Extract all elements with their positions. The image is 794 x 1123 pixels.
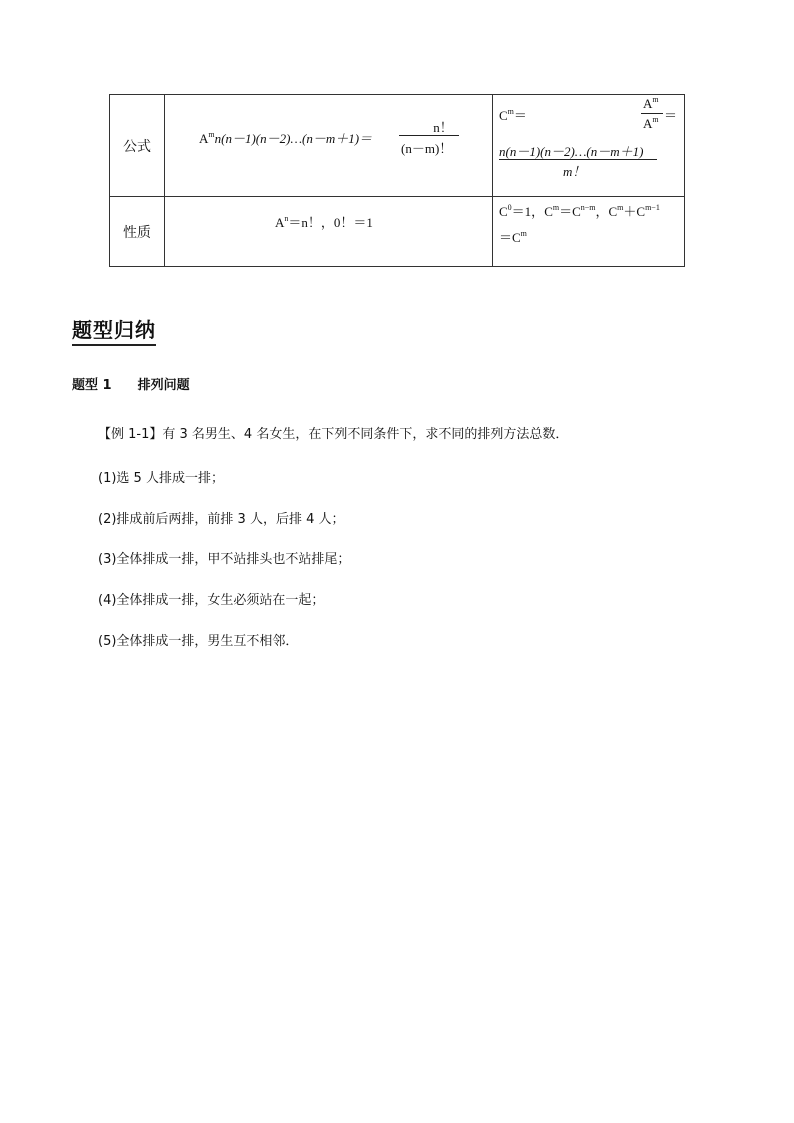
c3-sup: m	[617, 203, 624, 212]
list-item: (3)全体排成一排，甲不站排头也不站排尾；	[98, 552, 351, 567]
perm-expression: n(n－1)(n－2)…(n－m＋1)＝	[214, 131, 373, 146]
perm-prop-sup: n	[284, 214, 289, 223]
perm-sup: m	[208, 130, 215, 139]
comb-equals-2: ＝	[664, 108, 678, 123]
permutation-property-cell	[165, 197, 493, 267]
type-number: 题型 1	[72, 378, 112, 393]
type-name: 排列问题	[137, 378, 190, 393]
example-text: 有 3 名男生、4 名女生，在下列不同条件下，求不同的排列方法总数．	[162, 427, 569, 442]
frac1-den-symbol: A	[643, 116, 653, 131]
c2-eq: ＝C	[559, 204, 581, 219]
example-label: 【例 1-1】	[98, 427, 163, 442]
line2-sup: m	[520, 229, 527, 238]
permutation-formula	[199, 128, 372, 147]
combination-property-cell	[493, 197, 685, 267]
c3-sup2: m−1	[645, 203, 660, 212]
list-item: (2)排成前后两排，前排 3 人，后排 4 人；	[98, 512, 345, 527]
comb-sup: m	[507, 107, 514, 116]
comb-symbol: C	[499, 108, 508, 123]
line2-eq: ＝C	[499, 230, 521, 245]
c2-sup2: n−m	[580, 203, 596, 212]
comb-lhs	[499, 105, 527, 124]
list-item: (4)全体排成一排，女生必须站在一起；	[98, 593, 325, 608]
comb-frac2-line	[499, 159, 657, 160]
formula-table	[109, 94, 685, 267]
list-item: (1)选 5 人排成一排；	[98, 471, 224, 486]
comb-frac1-denominator	[643, 115, 659, 132]
row-label-formula: 公式	[110, 95, 165, 197]
comb-frac1-numerator	[643, 95, 659, 112]
comb-equals: ＝	[513, 108, 527, 123]
permutation-property	[275, 212, 373, 231]
c2-sup: m	[552, 203, 560, 212]
perm-prop-rest: ＝n！，0！＝1	[288, 215, 373, 230]
list-item: (5)全体排成一排，男生互不相邻．	[98, 634, 299, 649]
c3-plus: ＋C	[623, 204, 646, 219]
comb-frac1-line	[641, 113, 663, 114]
type-heading	[72, 374, 190, 393]
comb-frac2-numerator: n(n－1)(n－2)…(n－m＋1)	[499, 144, 644, 159]
example-statement	[98, 423, 568, 442]
perm-prop-symbol: A	[275, 215, 285, 230]
row-label-property: 性质	[110, 197, 165, 267]
perm-denominator: (n－m)！	[401, 141, 453, 156]
c2-rest: ，C	[595, 204, 618, 219]
c1-sup: 0	[507, 203, 512, 212]
frac1-num-sup: m	[652, 95, 659, 104]
frac1-den-sup: m	[652, 115, 659, 124]
frac1-num-symbol: A	[643, 96, 653, 111]
section-title: 题型归纳	[72, 314, 156, 346]
c2-symbol: C	[544, 204, 553, 219]
perm-numerator: n！	[433, 120, 453, 135]
combination-formula-cell	[493, 95, 685, 197]
comb-property-line-2	[499, 227, 527, 246]
comb-property-line-1	[499, 201, 660, 220]
c1-symbol: C	[499, 204, 508, 219]
permutation-formula-cell	[165, 95, 493, 197]
perm-symbol: A	[199, 131, 209, 146]
comb-frac2-denominator: m！	[563, 164, 586, 179]
perm-fraction-line	[399, 135, 459, 136]
c1-rest: ＝1，	[511, 204, 545, 219]
